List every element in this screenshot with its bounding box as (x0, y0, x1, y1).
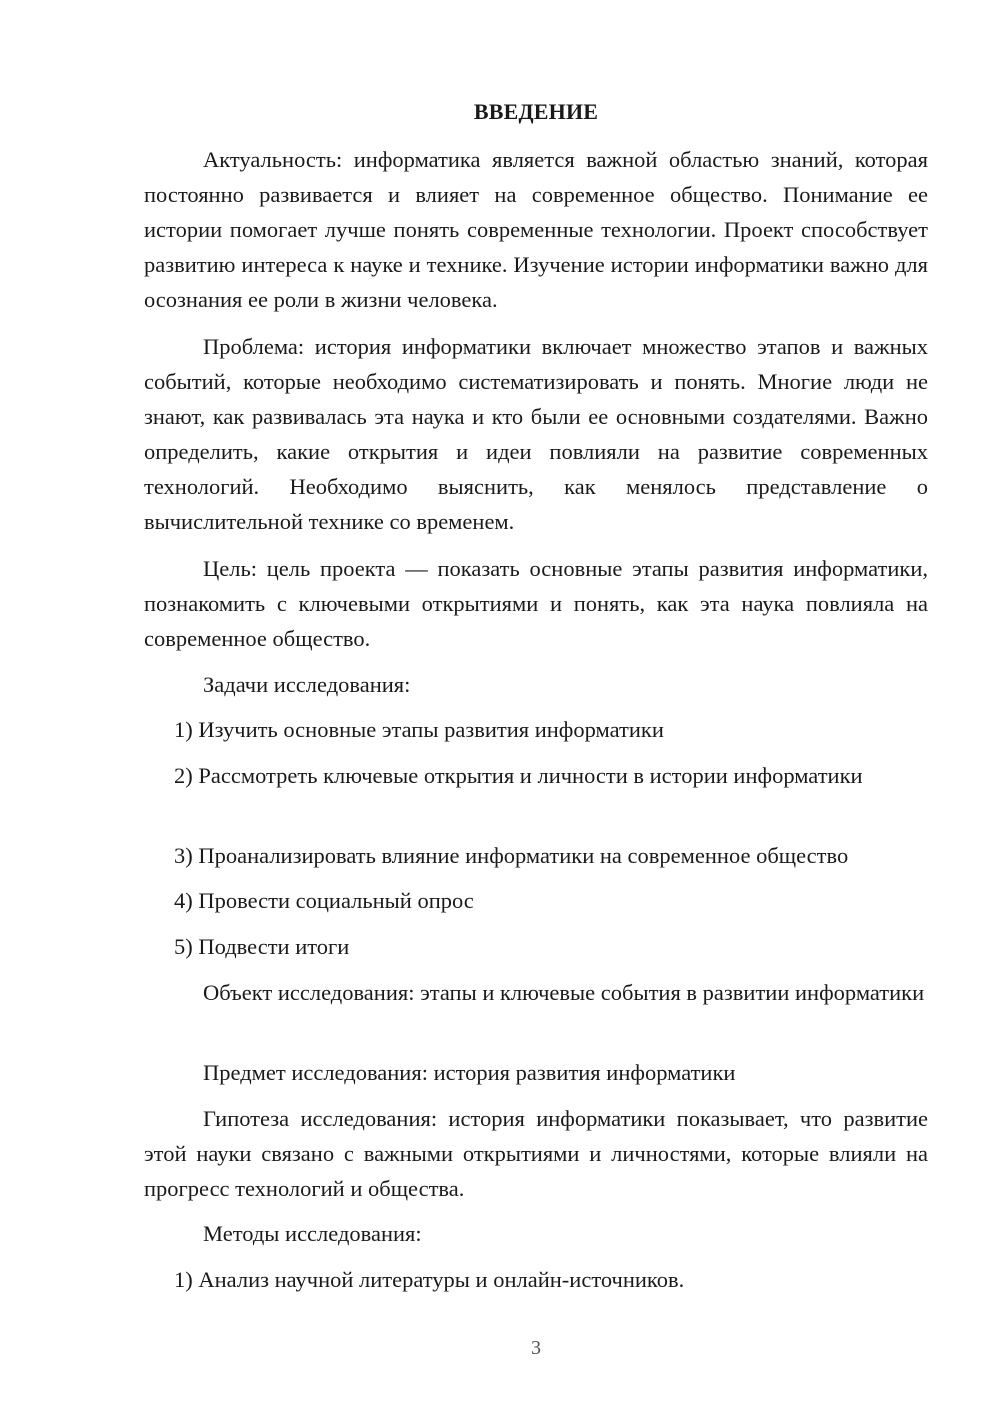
method-item-1: 1) Анализ научной литературы и онлайн-источников. (174, 1267, 685, 1292)
paragraph-object: Объект исследования: этапы и ключевые события в развитии информатики (203, 980, 925, 1005)
paragraph-subject: Предмет исследования: история развития информатики (203, 1060, 736, 1085)
task-item-5: 5) Подвести итоги (174, 934, 350, 959)
section-title: ВВЕДЕНИЕ (473, 99, 599, 124)
page-number: 3 (531, 1337, 541, 1359)
task-item-3: 3) Проанализировать влияние информатики на современное общество (174, 843, 849, 868)
methods-heading: Методы исследования: (203, 1221, 422, 1246)
paragraph-relevance: Актуальность: информатика является важной областью знаний, которая постоянно развивается и влияет на современное общество. Понимание ее истории помогает лучше понять современные технологии. Проект способствует развитию интереса к науке и технике. Изучение истории информатики важно для осознания ее роли в жизни человека. (144, 147, 928, 312)
paragraph-hypothesis: Гипотеза исследования: история информатики показывает, что развитие этой науки связано с важными открытиями и личностями, которые влияли на прогресс технологий и общества. (144, 1106, 928, 1201)
paragraph-problem: Проблема: история информатики включает множество этапов и важных событий, которые необходимо систематизировать и понять. Многие люди не знают, как развивалась эта наука и кто были ее основными создателями. Важно определить, какие открытия и идеи повлияли на развитие современных технологий. Необходимо выяснить, как менялось представление о вычислительной технике со временем. (144, 334, 928, 534)
task-item-2: 2) Рассмотреть ключевые открытия и личности в истории информатики (174, 763, 863, 788)
task-item-4: 4) Провести социальный опрос (174, 888, 474, 913)
tasks-heading: Задачи исследования: (203, 672, 411, 697)
paragraph-goal: Цель: цель проекта — показать основные этапы развития информатики, познакомить с ключевыми открытиями и понять, как эта наука повлияла на современное общество. (144, 556, 928, 651)
task-item-1: 1) Изучить основные этапы развития информатики (174, 717, 664, 742)
